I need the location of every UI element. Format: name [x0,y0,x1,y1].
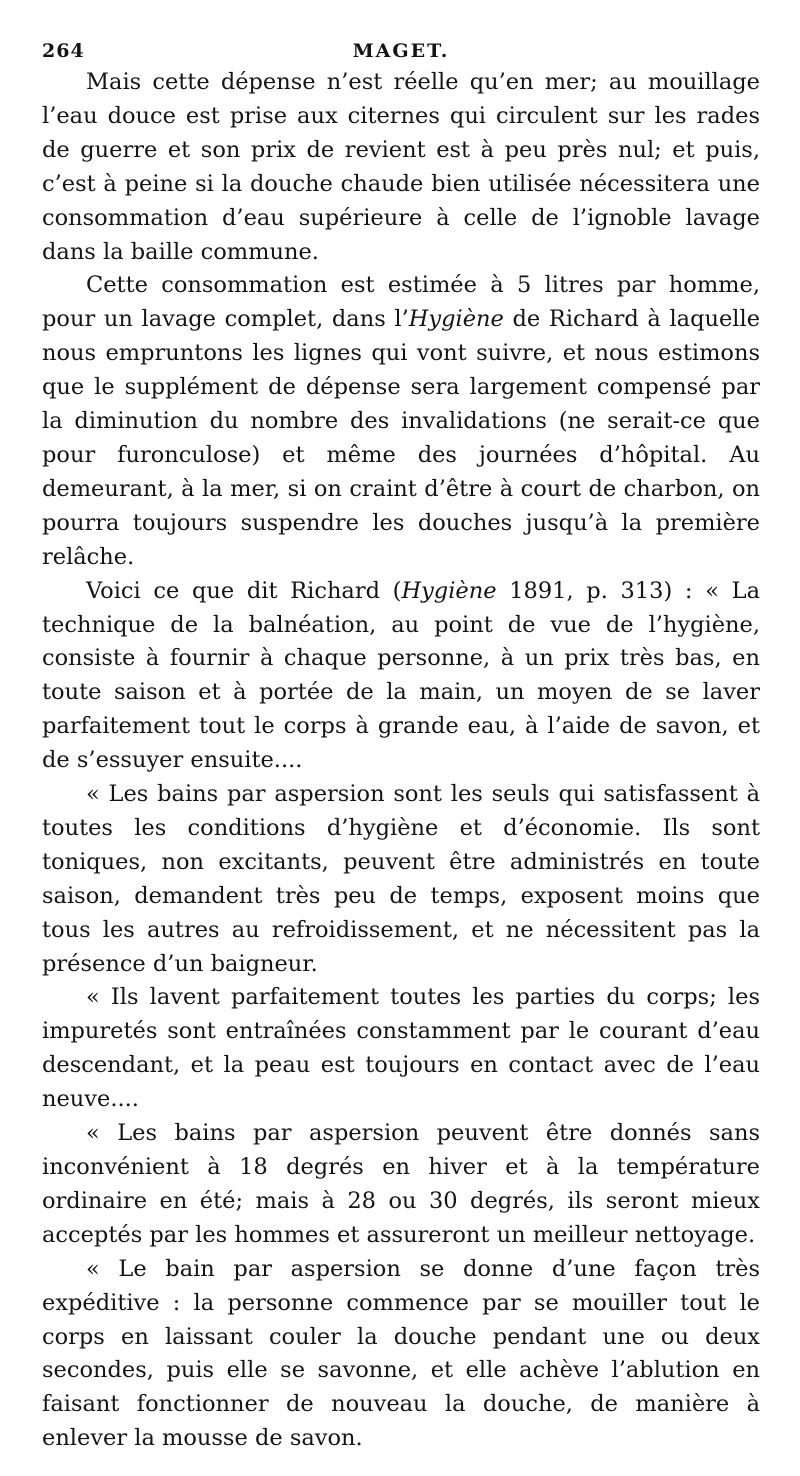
paragraph-text: de Richard à laquelle nous empruntons les lignes qui vont suivre, et nous estimons que le supplément de dépense sera largement compensé par la diminution du nombre des invalidations (ne serait-ce que pour furonculose) et même des journées d’hôpital. Au demeurant, à la mer, si on craint d’être à court de charbon, on pourra toujours suspendre les douches jusqu’à la première relâche. [42,306,761,570]
page-number: 264 [42,40,85,62]
paragraph-text: Cette consommation est estimée à 5 litres par homme, pour un lavage complet, dans l’ [42,272,760,333]
paragraph-text: 1891, p. 313) : « La technique de la balnéation, au point de vue de l’hygiène, consiste à fournir à chaque personne, à un prix très bas, en toute saison et à portée de la main, un moyen de se laver parfaitement tout le corps à grande eau, à l’aide de savon, et de s’essuyer ensuite.... [42,577,760,774]
paragraph [42,269,760,574]
paragraph: « Ils lavent parfaitement toutes les parties du corps; les impuretés sont entraînées constamment par le courant d’eau descendant, et la peau est toujours en contact avec de l’eau neuve.... [42,984,760,1113]
running-title: MAGET. [352,40,450,62]
book-title-italic: Hygiène [408,306,504,333]
paragraph: Mais cette dépense n’est réelle qu’en mer; au mouillage l’eau douce est prise aux citernes qui circulent sur les rades de guerre et son prix de revient est à peu près nul; et puis, c’est à peine si la douche chaude bien utilisée nécessitera une consommation d’eau supérieure à celle de l’ignoble lavage dans la baille commune. [42,69,760,265]
paragraph: « Les bains par aspersion peuvent être donnés sans inconvénient à 18 degrés en hiver et à la température ordinaire en été; mais à 28 ou 30 degrés, ils seront mieux acceptés par les hommes et assureront un meilleur nettoyage. [42,1120,760,1248]
paragraph: « Le bain par aspersion se donne d’une façon très expéditive : la personne commence par se mouiller tout le corps en laissant couler la douche pendant une ou deux secondes, puis elle se savonne, et elle achève l’ablution en faisant fonctionner de nouveau la douche, de manière à enlever la mousse de savon. [42,1255,760,1452]
paragraph-text: Voici ce que dit Richard ( [86,577,402,604]
paragraph [42,575,760,778]
paragraph: « Les bains par aspersion sont les seuls qui satisfassent à toutes les conditions d’hygiène et d’économie. Ils sont toniques, non excitants, peuvent être administrés en toute saison, demandent très peu de temps, exposent moins que tous les autres au refroidissement, et ne nécessitent pas la présence d’un baigneur. [42,781,760,977]
book-title-italic: Hygiène [401,577,497,604]
body-text [42,66,760,1456]
running-head [42,26,760,66]
